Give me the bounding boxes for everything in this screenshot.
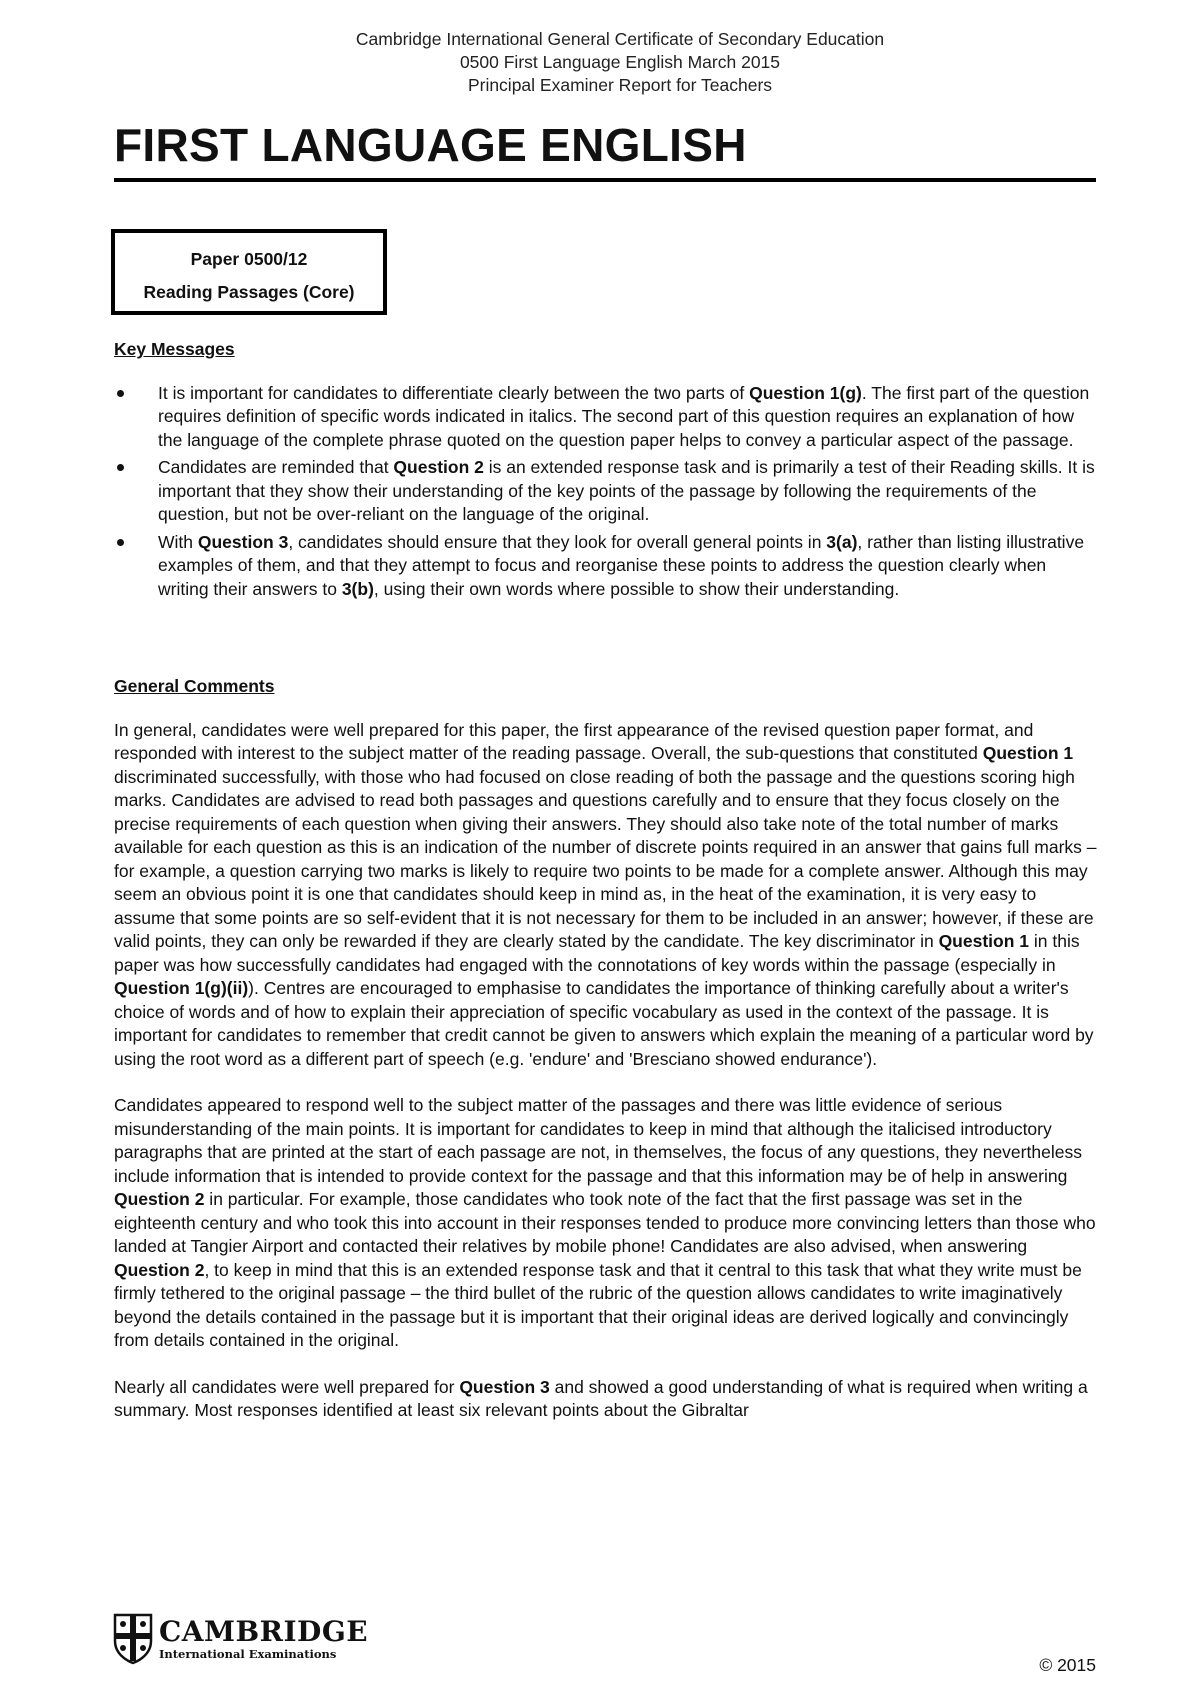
key-message-text: Candidates are reminded that Question 2 is an extended response task and is primarily a test of their Reading skills. It is important that they show their understanding of the key points of the passage by following the requirements of the question, but not be over-reliant on the language of the original. <box>158 457 1095 524</box>
key-message-item <box>114 531 1100 602</box>
shield-icon <box>113 1613 153 1665</box>
general-comments-heading: General Comments <box>114 676 275 696</box>
general-comments-paragraph: Nearly all candidates were well prepared for Question 3 and showed a good understanding of what is required when writing a summary. Most responses identified at least six relevant points about the Gibraltar <box>114 1376 1088 1420</box>
key-message-item <box>114 456 1100 527</box>
paper-name: Reading Passages (Core) <box>143 282 355 302</box>
key-messages-heading: Key Messages <box>114 339 235 359</box>
title-divider <box>114 178 1096 182</box>
general-comments-section <box>114 675 1100 1446</box>
header-line-2: 0500 First Language English March 2015 <box>459 52 781 72</box>
bullet-icon <box>117 464 124 471</box>
key-messages-section <box>114 338 1100 605</box>
key-messages-list <box>114 382 1100 602</box>
general-comments-paragraph: In general, candidates were well prepared for this paper, the first appearance of the revised question paper format, and responded with interest to the subject matter of the reading passage. Overall, the sub-questions that constituted Question 1 discriminated successfully, with those who had focused on close reading of both the passage and the questions scoring high marks. Candidates are advised to read both passages and questions carefully and to ensure that they focus closely on the precise requirements of each question when giving their answers. They should also take note of the total number of marks available for each question as this is an indication of the number of discrete points required in an answer that gains full marks – for example, a question carrying two marks is likely to require two points to be made for a complete answer. Although this may seem an obvious point it is one that candidates should keep in mind as, in the heat of the examination, it is very easy to assume that some points are so self-evident that it is not necessary for them to be included in an answer; however, if these are valid points, they can only be rewarded if they are clearly stated by the candidate. The key discriminator in Question 1 in this paper was how successfully candidates had engaged with the connotations of key words within the passage (especially in Question 1(g)(ii)). Centres are encouraged to emphasise to candidates the importance of thinking carefully about a writer's choice of words and of how to explain their appreciation of specific vocabulary as used in the context of the passage. It is important for candidates to remember that credit cannot be given to answers which explain the meaning of a particular word by using the root word as a different part of speech (e.g. 'endure' and 'Bresciano showed endurance'). <box>114 719 1097 1069</box>
bold-reference: Question 2 <box>114 1189 205 1209</box>
copyright-text: © 2015 <box>1039 1655 1096 1675</box>
logo-name: CAMBRIDGE <box>159 1615 369 1648</box>
paper-code: Paper 0500/12 <box>190 249 308 269</box>
header-line-1: Cambridge International General Certificate of Secondary Education <box>355 29 885 49</box>
bold-reference: Question 1 <box>982 743 1074 763</box>
key-message-item <box>114 382 1100 453</box>
bold-reference: Question 2 <box>114 1259 205 1280</box>
paper-box <box>111 229 387 315</box>
bold-reference: 3(a) <box>826 531 858 552</box>
general-comments-paragraph: Candidates appeared to respond well to the subject matter of the passages and there was little evidence of serious misunderstanding of the main points. It is important for candidates to keep in mind that although the italicised introductory paragraphs that are printed at the start of each passage are not, in themselves, the focus of any questions, they nevertheless include information that is intended to provide context for the passage and that this information may be of help in answering Question 2 in particular. For example, those candidates who took note of the fact that the first passage was set in the eighteenth century and who took this into account in their responses tended to produce more convincing letters than those who landed at Tangier Airport and contacted their relatives by mobile phone! Candidates are also advised, when answering Question 2, to keep in mind that this is an extended response task and that it central to this task that what they write must be firmly tethered to the original passage – the third bullet of the rubric of the question allows candidates to write imaginatively beyond the details contained in the passage but it is important that their original ideas are derived logically and convincingly from details contained in the original. <box>114 1095 1096 1350</box>
document-header <box>0 28 1200 97</box>
bold-reference: Question 1(g) <box>749 382 862 403</box>
bullet-icon <box>117 539 124 546</box>
header-line-3: Principal Examiner Report for Teachers <box>467 75 773 95</box>
bold-reference: Question 3 <box>459 1376 550 1397</box>
page-title: FIRST LANGUAGE ENGLISH <box>114 119 747 171</box>
bold-reference: Question 1 <box>938 931 1029 951</box>
bold-reference: Question 2 <box>393 457 484 477</box>
cambridge-logo <box>113 1613 368 1665</box>
key-message-text: It is important for candidates to differentiate clearly between the two parts of Question 1(g). The first part of the question requires definition of specific words indicated in italics. The second part of this question requires an explanation of how the language of the complete phrase quoted on the question paper helps to convey a particular aspect of the passage. <box>158 382 1090 450</box>
bold-reference: Question 1(g)(ii) <box>114 978 249 998</box>
logo-subtitle: International Examinations <box>159 1647 337 1661</box>
key-message-text: With Question 3, candidates should ensure that they look for overall general points in 3(a), rather than listing illustrative examples of them, and that they attempt to focus and reorganise these points to address the question clearly when writing their answers to 3(b), using their own words where possible to show their understanding. <box>158 531 1085 599</box>
bold-reference: Question 3 <box>197 531 289 552</box>
bullet-icon <box>117 390 124 397</box>
bold-reference: 3(b) <box>341 578 374 599</box>
